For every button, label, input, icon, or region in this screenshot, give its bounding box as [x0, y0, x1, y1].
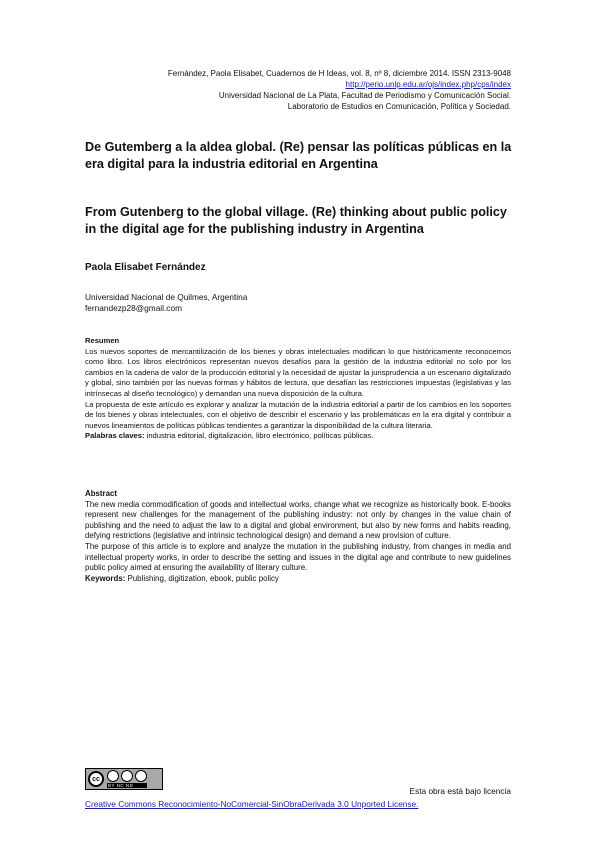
abstract-section: [85, 489, 511, 584]
noderivatives-icon: [135, 770, 147, 782]
citation-line: Fernández, Paola Elisabet, Cuadernos de H Ideas, vol. 8, nº 8, diciembre 2014. ISSN 2313-9048: [167, 69, 511, 78]
cc-logo-icon: cc: [88, 771, 104, 787]
attribution-icon: [107, 770, 119, 782]
resumen-keywords: [85, 431, 511, 442]
abstract-heading: Abstract: [85, 489, 118, 498]
resumen-keywords-list: industria editorial, digitalización, libro electrónico, políticas públicas.: [144, 431, 374, 441]
resumen-keywords-label: Palabras claves:: [85, 431, 145, 441]
cc-badge-text: BY NC ND: [107, 783, 147, 788]
lab-line: Laboratorio de Estudios en Comunicación, Política y Sociedad.: [287, 102, 511, 111]
license-link[interactable]: Creative Commons Reconocimiento-NoComercial-SinObraDerivada 3.0 Unported License.: [85, 799, 419, 809]
license-footer: [85, 768, 511, 810]
resumen-paragraph-2: La propuesta de este artículo es explorar y analizar la mutación de la industria editorial a partir de los cambios en los soportes de los bienes y obras intelectuales, con el objetivo de describir el escenario y las problemáticas en la era digital y contribuir a nuevos lineamientos de políticas públicas tendientes a garantizar la disponibilidad de la cultura literaria.: [85, 399, 511, 430]
abstract-keywords: [85, 574, 511, 585]
abstract-paragraph-2: The purpose of this article is to explore and analyze the mutation in the publishing industry, from changes in media and intellectual property works, in order to describe the setting and issues in the digital age and contribute to new guidelines public policy aimed at ensuring the availability of literary culture.: [85, 541, 511, 573]
resumen-heading: Resumen: [85, 336, 120, 345]
license-intro: Esta obra está bajo licencia: [409, 786, 511, 796]
title-spanish: De Gutemberg a la aldea global. (Re) pensar las políticas públicas en la era digital para la industria editorial en Argentina: [85, 140, 512, 171]
abstract-keywords-list: Publishing, digitization, ebook, public policy: [125, 573, 279, 583]
abstract-keywords-label: Keywords:: [85, 573, 126, 583]
author-name: Paola Elisabet Fernández: [85, 262, 206, 273]
affiliation-email: fernandezp28@gmail.com: [85, 303, 182, 313]
resumen-paragraph-1: Los nuevos soportes de mercantilización de los bienes y obras intelectuales modifican lo que históricamente reconocemos como libro. Los libros electrónicos representan nuevos desafíos para la gestión de la industria editorial no solo por los cambios en la cadena de valor de la producción editorial y la necesidad de ajustar la jurisprudencia a un escenario digitalizado y global, sino también por las nuevas formas y hábitos de lectura, que desafían las restricciones impuestas (legislativas y las intrínsecas al diseño tecnológico) y demandan una nueva disposición de la cultura.: [85, 346, 511, 398]
running-header: [51, 68, 511, 112]
resumen-section: [85, 336, 511, 442]
affiliation-university: Universidad Nacional de Quilmes, Argentina: [85, 292, 248, 302]
title-english: From Gutenberg to the global village. (Re) thinking about public policy in the digital age for the publishing industry in Argentina: [85, 205, 507, 236]
abstract-paragraph-1: The new media commodification of goods and intellectual works, change what we recognize as historically book. E-books represent new challenges for the management of the publishing industry: not only by changes in the value chain of publishing and the need to adjust the law to a digital and global environment, but also by new forms and habits reading, defying restrictions (legislative and intrinsic technological design) and demand a new provision of culture.: [85, 499, 511, 541]
noncommercial-icon: [121, 770, 133, 782]
institution-line: Universidad Nacional de La Plata, Facultad de Periodismo y Comunicación Social.: [218, 91, 511, 100]
affiliation: [85, 292, 247, 314]
journal-url-link[interactable]: http://perio.unlp.edu.ar/ojs/index.php/cps/index: [345, 80, 511, 89]
